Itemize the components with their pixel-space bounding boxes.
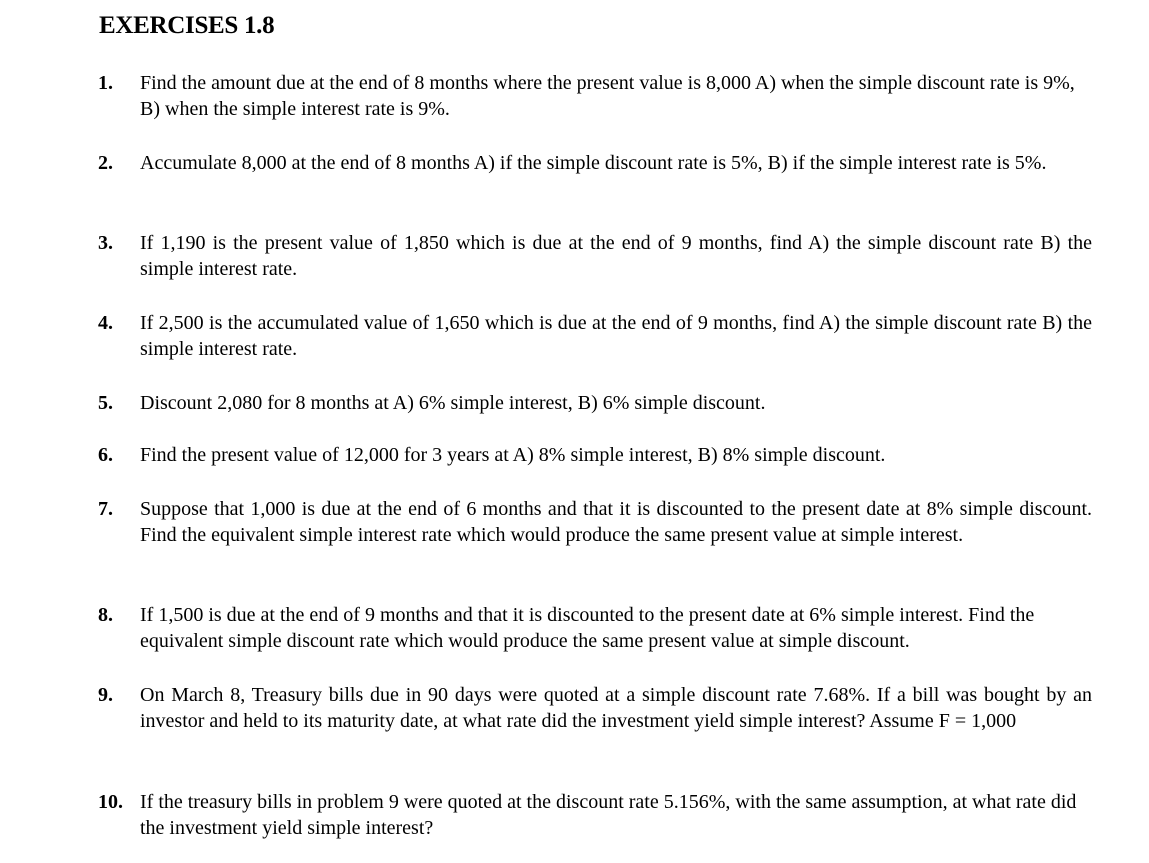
exercise-number: 5. bbox=[98, 392, 113, 414]
exercise-number: 3. bbox=[98, 232, 113, 254]
exercise-number: 10. bbox=[98, 791, 123, 813]
exercise-text: Discount 2,080 for 8 months at A) 6% simple interest, B) 6% simple discount. bbox=[140, 392, 766, 414]
exercise-number: 9. bbox=[98, 684, 113, 706]
exercise-8 bbox=[98, 602, 1092, 654]
exercise-text: If 2,500 is the accumulated value of 1,650 which is due at the end of 9 months, find A) the simple discount rate B) the simple interest rate. bbox=[140, 312, 1092, 360]
exercise-2 bbox=[98, 150, 1092, 176]
exercise-number: 7. bbox=[98, 498, 113, 520]
exercise-7 bbox=[98, 496, 1092, 548]
exercise-5 bbox=[98, 390, 1092, 416]
exercise-number: 2. bbox=[98, 152, 113, 174]
exercise-1 bbox=[98, 70, 1092, 122]
exercise-text: Find the present value of 12,000 for 3 years at A) 8% simple interest, B) 8% simple discount. bbox=[140, 444, 886, 466]
exercise-3 bbox=[98, 230, 1092, 282]
exercise-4 bbox=[98, 310, 1092, 362]
exercise-text: On March 8, Treasury bills due in 90 days were quoted at a simple discount rate 7.68%. If a bill was bought by an investor and held to its maturity date, at what rate did the investment yield simple interest? Assume F = 1,000 bbox=[140, 684, 1092, 732]
exercise-text: If the treasury bills in problem 9 were quoted at the discount rate 5.156%, with the same assumption, at what rate did the investment yield simple interest? bbox=[140, 791, 1077, 839]
page-title: EXERCISES 1.8 bbox=[99, 12, 275, 39]
exercise-number: 1. bbox=[98, 72, 113, 94]
exercise-text: If 1,190 is the present value of 1,850 which is due at the end of 9 months, find A) the simple discount rate B) the simple interest rate. bbox=[140, 232, 1092, 280]
exercise-text: If 1,500 is due at the end of 9 months and that it is discounted to the present date at 6% simple interest. Find the equivalent simple discount rate which would produce the same present value at simple discount. bbox=[140, 604, 1035, 652]
exercise-number: 8. bbox=[98, 604, 113, 626]
exercise-text: Find the amount due at the end of 8 months where the present value is 8,000 A) when the simple discount rate is 9%, B) when the simple interest rate is 9%. bbox=[140, 72, 1075, 120]
exercise-10 bbox=[98, 789, 1092, 841]
exercise-6 bbox=[98, 442, 1092, 468]
exercise-text: Suppose that 1,000 is due at the end of 6 months and that it is discounted to the present date at 8% simple discount. Find the equivalent simple interest rate which would produce the same present value at simple interest. bbox=[140, 498, 1092, 546]
exercise-number: 4. bbox=[98, 312, 113, 334]
exercise-9 bbox=[98, 682, 1092, 734]
exercise-number: 6. bbox=[98, 444, 113, 466]
exercise-text: Accumulate 8,000 at the end of 8 months A) if the simple discount rate is 5%, B) if the simple interest rate is 5%. bbox=[140, 152, 1047, 174]
